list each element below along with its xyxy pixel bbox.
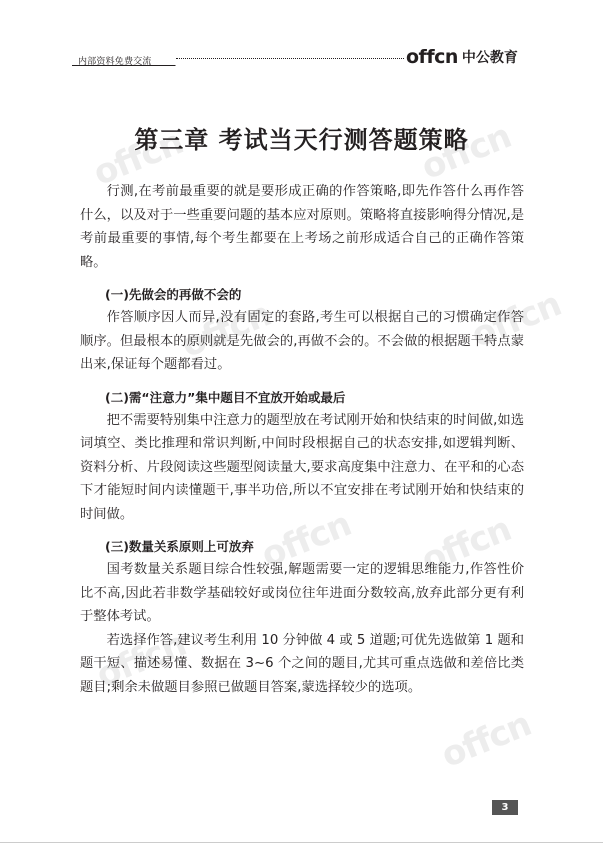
chapter-title: 第三章 考试当天行测答题策略 <box>134 125 469 154</box>
watermark: offcn <box>465 284 567 356</box>
watermark: offcn <box>175 294 277 366</box>
section-heading: (三)数量关系原则上可放弃 <box>105 539 254 554</box>
bottom-rule <box>0 842 603 843</box>
section-paragraph: 若选择作答,建议考生利用 10 分钟做 4 或 5 道题;可优先选做第 1 题和题干短、描述易懂、数据在 3~6 个之间的题目,尤其可重点选做和差倍比类题目;剩余未做题目参照已做题目答案,蒙选择较少的选项。 <box>80 632 524 695</box>
brand-logo-cn: 中公教育 <box>461 50 518 66</box>
watermark: offcn <box>415 116 517 188</box>
watermark: offcn <box>87 122 189 194</box>
header-slant-divider <box>165 58 183 66</box>
header-underline <box>72 65 172 66</box>
section-paragraph: 把不需要特别集中注意力的题型放在考试刚开始和快结束的时间做,如选词填空、类比推理和常识判断,中间时段根据自己的状态安排,如逻辑判断、资料分析、片段阅读这些题型阅读量大,要求高度集中注意力、在平和的心态下才能短时间内读懂题干,事半功倍,所以不宜安排在考试刚开始和快结束的时间做。 <box>80 412 524 522</box>
intro-paragraph: 行测,在考前最重要的就是要形成正确的作答策略,即先作答什么再作答什么，以及对于一些重要问题的基本应对原则。策略将直接影响得分情况,是考前最重要的事情,每个考生都要在上考场之前形成适合自己的正确作答策略。 <box>80 184 524 270</box>
section-2 <box>80 387 524 527</box>
section-paragraph: 作答顺序因人而异,没有固定的套路,考生可以根据自己的习惯确定作答顺序。但最根本的原则就是先做会的,再做不会的。不会做的根据题干特点蒙出来,保证每个题都看过。 <box>80 310 524 372</box>
brand-logo <box>406 46 518 70</box>
section-heading: (一)先做会的再做不会的 <box>105 287 242 302</box>
page-header <box>72 44 526 70</box>
section-paragraph: 国考数量关系题目综合性较强,解题需要一定的逻辑思维能力,作答性价比不高,因此若非数学基础较好或岗位往年进面分数较高,放弃此部分更有利于整体考试。 <box>80 562 524 624</box>
watermark: offcn <box>255 504 357 576</box>
page-content <box>80 180 524 699</box>
brand-logo-en: offcn <box>406 46 458 68</box>
section-3 <box>80 536 524 699</box>
header-dotted-rule <box>176 58 404 59</box>
watermark: offcn <box>90 624 192 696</box>
header-label: 内部资料免费交流 <box>78 57 152 67</box>
page-number: 3 <box>492 800 518 815</box>
section-heading: (二)需“注意力”集中题目不宜放开始或最后 <box>105 389 346 405</box>
watermark: offcn <box>435 704 537 776</box>
watermark: offcn <box>415 509 517 581</box>
section-1 <box>80 284 524 377</box>
